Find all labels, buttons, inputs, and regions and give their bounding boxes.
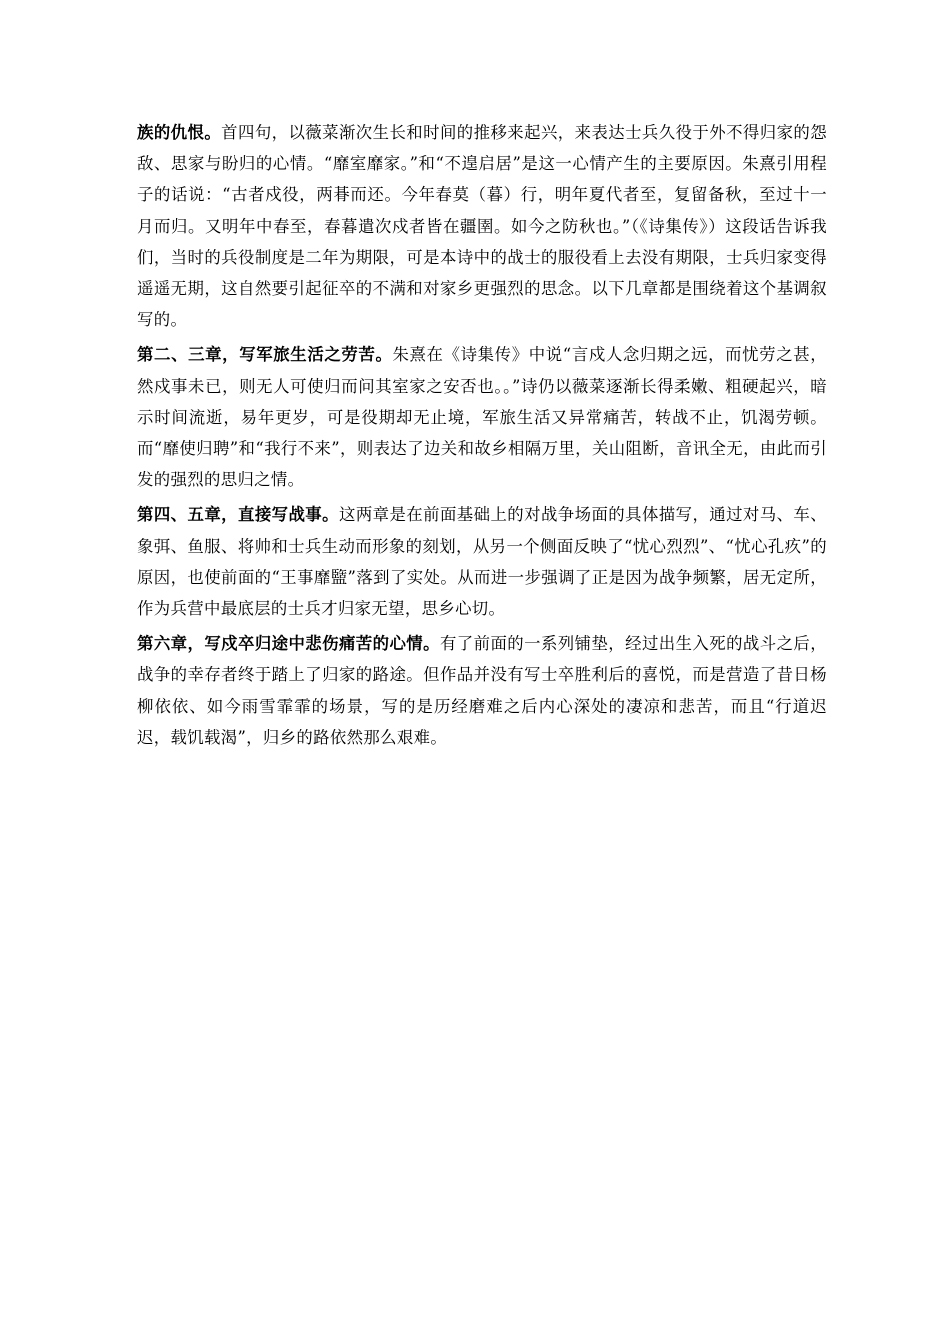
document-page: [137, 117, 827, 757]
paragraph-4-lead: 第六章，写戍卒归途中悲伤痛苦的心情。: [137, 634, 440, 654]
paragraph-1-lead: 族的仇恨。: [137, 123, 222, 142]
paragraph-4: [137, 628, 827, 753]
paragraph-3-lead: 第四、五章，直接写战事。: [137, 505, 339, 525]
paragraph-1: [137, 117, 827, 335]
paragraph-3: [137, 499, 827, 624]
paragraph-1-text: 首四句，以薇菜渐次生长和时间的推移来起兴，来表达士兵久役于外不得归家的怨敌、思家与盼归的心情。“靡室靡家。”和“不遑启居”是这一心情产生的主要原因。朱熹引用程子的话说：“古者戍役，两朞而还。今年春莫（暮）行，明年夏代者至，复留备秋，至过十一月而归。又明年中春至，春暮遣次戍者皆在疆圉。如今之防秋也。”（《诗集传》）这段话告诉我们，当时的兵役制度是二年为期限，可是本诗中的战士的服役看上去没有期限，士兵归家变得遥遥无期，这自然要引起征卒的不满和对家乡更强烈的思念。以下几章都是围绕着这个基调叙写的。: [137, 123, 827, 330]
paragraph-4-text: 有了前面的一系列铺垫，经过出生入死的战斗之后，战争的幸存者终于踏上了归家的路途。但作品并没有写士卒胜利后的喜悦，而是营造了昔日杨柳依依、如今雨雪霏霏的场景，写的是历经磨难之后内心深处的凄凉和悲苦，而且“行道迟迟，载饥载渴”，归乡的路依然那么艰难。: [137, 634, 827, 747]
paragraph-3-text: 这两章是在前面基础上的对战争场面的具体描写，通过对马、车、象弭、鱼服、将帅和士兵生动而形象的刻划，从另一个侧面反映了“忧心烈烈”、“忧心孔疚”的原因，也使前面的“王事靡盬”落到了实处。从而进一步强调了正是因为战争频繁，居无定所，作为兵营中最底层的士兵才归家无望，思乡心切。: [137, 505, 827, 619]
paragraph-2-lead: 第二、三章，写军旅生活之劳苦。: [137, 345, 393, 365]
paragraph-2: [137, 339, 827, 495]
paragraph-2-text: 朱熹在《诗集传》中说“言戍人念归期之远，而忧劳之甚，然戍事未已，则无人可使归而问其室家之安否也。。”诗仍以薇菜逐渐长得柔嫩、粗硬起兴，暗示时间流逝，易年更岁，可是役期却无止境，军旅生活又异常痛苦，转战不止，饥渴劳顿。而“靡使归聘”和“我行不来”，则表达了边关和故乡相隔万里，关山阻断，音讯全无，由此而引发的强烈的思归之情。: [137, 345, 828, 490]
